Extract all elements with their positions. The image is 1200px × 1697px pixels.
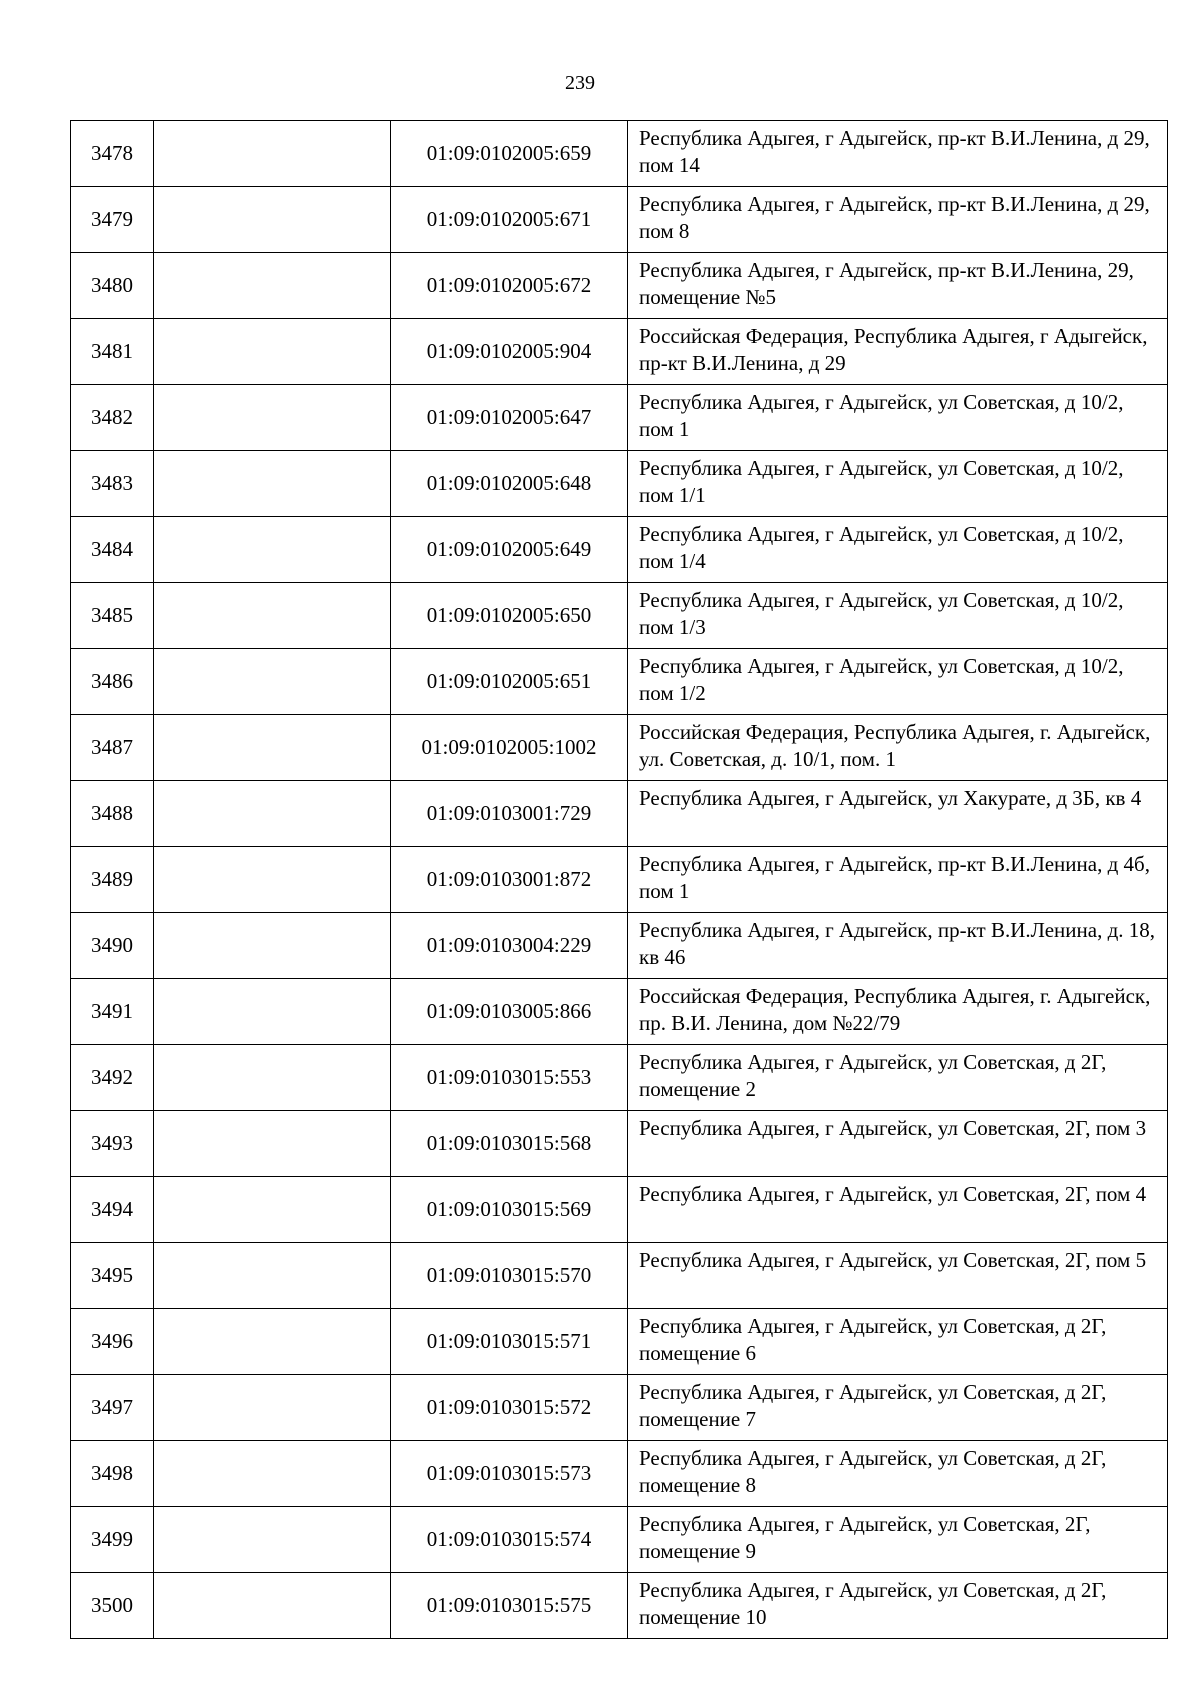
table-row bbox=[71, 847, 1168, 913]
cadastral-number-cell: 01:09:0103004:229 bbox=[391, 913, 628, 979]
address-cell: Республика Адыгея, г Адыгейск, ул Советская, 2Г, пом 4 bbox=[628, 1177, 1168, 1243]
empty-cell bbox=[154, 319, 391, 385]
cadastral-number-cell: 01:09:0102005:1002 bbox=[391, 715, 628, 781]
row-number-cell: 3490 bbox=[71, 913, 154, 979]
empty-cell bbox=[154, 1045, 391, 1111]
table-row bbox=[71, 715, 1168, 781]
empty-cell bbox=[154, 583, 391, 649]
row-number-cell: 3496 bbox=[71, 1309, 154, 1375]
address-cell: Республика Адыгея, г Адыгейск, ул Советская, 2Г, пом 3 bbox=[628, 1111, 1168, 1177]
empty-cell bbox=[154, 1441, 391, 1507]
address-cell: Республика Адыгея, г Адыгейск, пр-кт В.И.Ленина, 29, помещение №5 bbox=[628, 253, 1168, 319]
address-cell: Российская Федерация, Республика Адыгея, г. Адыгейск, пр. В.И. Ленина, дом №22/79 bbox=[628, 979, 1168, 1045]
cadastral-number-cell: 01:09:0103015:573 bbox=[391, 1441, 628, 1507]
table-row bbox=[71, 451, 1168, 517]
empty-cell bbox=[154, 1507, 391, 1573]
table-row bbox=[71, 1441, 1168, 1507]
cadastral-number-cell: 01:09:0103015:572 bbox=[391, 1375, 628, 1441]
cadastral-number-cell: 01:09:0103015:568 bbox=[391, 1111, 628, 1177]
empty-cell bbox=[154, 1375, 391, 1441]
address-cell: Республика Адыгея, г Адыгейск, ул Советская, д 2Г, помещение 8 bbox=[628, 1441, 1168, 1507]
empty-cell bbox=[154, 1309, 391, 1375]
address-cell: Российская Федерация, Республика Адыгея, г Адыгейск, пр-кт В.И.Ленина, д 29 bbox=[628, 319, 1168, 385]
row-number-cell: 3498 bbox=[71, 1441, 154, 1507]
table-row bbox=[71, 1375, 1168, 1441]
cadastral-number-cell: 01:09:0102005:647 bbox=[391, 385, 628, 451]
row-number-cell: 3492 bbox=[71, 1045, 154, 1111]
cadastral-number-cell: 01:09:0103015:570 bbox=[391, 1243, 628, 1309]
row-number-cell: 3494 bbox=[71, 1177, 154, 1243]
table-row bbox=[71, 1243, 1168, 1309]
row-number-cell: 3479 bbox=[71, 187, 154, 253]
empty-cell bbox=[154, 385, 391, 451]
row-number-cell: 3486 bbox=[71, 649, 154, 715]
row-number-cell: 3488 bbox=[71, 781, 154, 847]
empty-cell bbox=[154, 121, 391, 187]
address-cell: Республика Адыгея, г Адыгейск, пр-кт В.И.Ленина, д 29, пом 14 bbox=[628, 121, 1168, 187]
cadastral-number-cell: 01:09:0102005:659 bbox=[391, 121, 628, 187]
empty-cell bbox=[154, 913, 391, 979]
address-cell: Республика Адыгея, г Адыгейск, пр-кт В.И.Ленина, д 29, пом 8 bbox=[628, 187, 1168, 253]
address-cell: Республика Адыгея, г Адыгейск, ул Советская, д 10/2, пом 1/1 bbox=[628, 451, 1168, 517]
row-number-cell: 3478 bbox=[71, 121, 154, 187]
cadastral-number-cell: 01:09:0102005:672 bbox=[391, 253, 628, 319]
table-row bbox=[71, 979, 1168, 1045]
table-row bbox=[71, 1045, 1168, 1111]
address-cell: Республика Адыгея, г Адыгейск, ул Советская, 2Г, помещение 9 bbox=[628, 1507, 1168, 1573]
table-row bbox=[71, 1177, 1168, 1243]
address-cell: Республика Адыгея, г Адыгейск, ул Советская, д 10/2, пом 1 bbox=[628, 385, 1168, 451]
row-number-cell: 3487 bbox=[71, 715, 154, 781]
address-cell: Республика Адыгея, г Адыгейск, ул Хакурате, д 3Б, кв 4 bbox=[628, 781, 1168, 847]
cadastral-number-cell: 01:09:0103015:569 bbox=[391, 1177, 628, 1243]
empty-cell bbox=[154, 253, 391, 319]
cadastral-number-cell: 01:09:0102005:650 bbox=[391, 583, 628, 649]
row-number-cell: 3493 bbox=[71, 1111, 154, 1177]
empty-cell bbox=[154, 451, 391, 517]
table-row bbox=[71, 583, 1168, 649]
table-row bbox=[71, 781, 1168, 847]
address-cell: Республика Адыгея, г Адыгейск, ул Советская, 2Г, пом 5 bbox=[628, 1243, 1168, 1309]
address-cell: Республика Адыгея, г Адыгейск, пр-кт В.И.Ленина, д 4б, пом 1 bbox=[628, 847, 1168, 913]
row-number-cell: 3485 bbox=[71, 583, 154, 649]
table-row bbox=[71, 1573, 1168, 1639]
address-cell: Республика Адыгея, г Адыгейск, ул Советская, д 10/2, пом 1/3 bbox=[628, 583, 1168, 649]
table-row bbox=[71, 1507, 1168, 1573]
empty-cell bbox=[154, 187, 391, 253]
empty-cell bbox=[154, 517, 391, 583]
address-cell: Российская Федерация, Республика Адыгея, г. Адыгейск, ул. Советская, д. 10/1, пом. 1 bbox=[628, 715, 1168, 781]
cadastral-number-cell: 01:09:0102005:648 bbox=[391, 451, 628, 517]
table-row bbox=[71, 319, 1168, 385]
table-row bbox=[71, 649, 1168, 715]
address-cell: Республика Адыгея, г Адыгейск, ул Советская, д 10/2, пом 1/2 bbox=[628, 649, 1168, 715]
address-cell: Республика Адыгея, г Адыгейск, ул Советская, д 2Г, помещение 7 bbox=[628, 1375, 1168, 1441]
empty-cell bbox=[154, 649, 391, 715]
row-number-cell: 3482 bbox=[71, 385, 154, 451]
row-number-cell: 3495 bbox=[71, 1243, 154, 1309]
cadastral-number-cell: 01:09:0103015:575 bbox=[391, 1573, 628, 1639]
cadastral-number-cell: 01:09:0102005:671 bbox=[391, 187, 628, 253]
empty-cell bbox=[154, 979, 391, 1045]
row-number-cell: 3483 bbox=[71, 451, 154, 517]
row-number-cell: 3497 bbox=[71, 1375, 154, 1441]
row-number-cell: 3484 bbox=[71, 517, 154, 583]
cadastral-number-cell: 01:09:0103015:574 bbox=[391, 1507, 628, 1573]
row-number-cell: 3489 bbox=[71, 847, 154, 913]
table-row bbox=[71, 121, 1168, 187]
cadastral-number-cell: 01:09:0103005:866 bbox=[391, 979, 628, 1045]
page-number: 239 bbox=[565, 72, 595, 94]
cadastral-number-cell: 01:09:0103015:553 bbox=[391, 1045, 628, 1111]
address-cell: Республика Адыгея, г Адыгейск, ул Советская, д 2Г, помещение 10 bbox=[628, 1573, 1168, 1639]
row-number-cell: 3480 bbox=[71, 253, 154, 319]
cadastral-number-cell: 01:09:0103001:872 bbox=[391, 847, 628, 913]
table-row bbox=[71, 517, 1168, 583]
table-row bbox=[71, 385, 1168, 451]
empty-cell bbox=[154, 1573, 391, 1639]
table-row bbox=[71, 187, 1168, 253]
empty-cell bbox=[154, 715, 391, 781]
address-cell: Республика Адыгея, г Адыгейск, ул Советская, д 10/2, пом 1/4 bbox=[628, 517, 1168, 583]
cadastral-number-cell: 01:09:0103001:729 bbox=[391, 781, 628, 847]
table-body bbox=[71, 121, 1168, 1639]
registry-table bbox=[70, 120, 1168, 1639]
cadastral-number-cell: 01:09:0102005:651 bbox=[391, 649, 628, 715]
row-number-cell: 3481 bbox=[71, 319, 154, 385]
row-number-cell: 3499 bbox=[71, 1507, 154, 1573]
table-row bbox=[71, 913, 1168, 979]
address-cell: Республика Адыгея, г Адыгейск, пр-кт В.И.Ленина, д. 18, кв 46 bbox=[628, 913, 1168, 979]
table-row bbox=[71, 1111, 1168, 1177]
empty-cell bbox=[154, 1177, 391, 1243]
address-cell: Республика Адыгея, г Адыгейск, ул Советская, д 2Г, помещение 2 bbox=[628, 1045, 1168, 1111]
empty-cell bbox=[154, 1243, 391, 1309]
empty-cell bbox=[154, 1111, 391, 1177]
cadastral-number-cell: 01:09:0103015:571 bbox=[391, 1309, 628, 1375]
table-row bbox=[71, 253, 1168, 319]
empty-cell bbox=[154, 847, 391, 913]
cadastral-number-cell: 01:09:0102005:904 bbox=[391, 319, 628, 385]
cadastral-number-cell: 01:09:0102005:649 bbox=[391, 517, 628, 583]
address-cell: Республика Адыгея, г Адыгейск, ул Советская, д 2Г, помещение 6 bbox=[628, 1309, 1168, 1375]
table-row bbox=[71, 1309, 1168, 1375]
empty-cell bbox=[154, 781, 391, 847]
row-number-cell: 3491 bbox=[71, 979, 154, 1045]
row-number-cell: 3500 bbox=[71, 1573, 154, 1639]
